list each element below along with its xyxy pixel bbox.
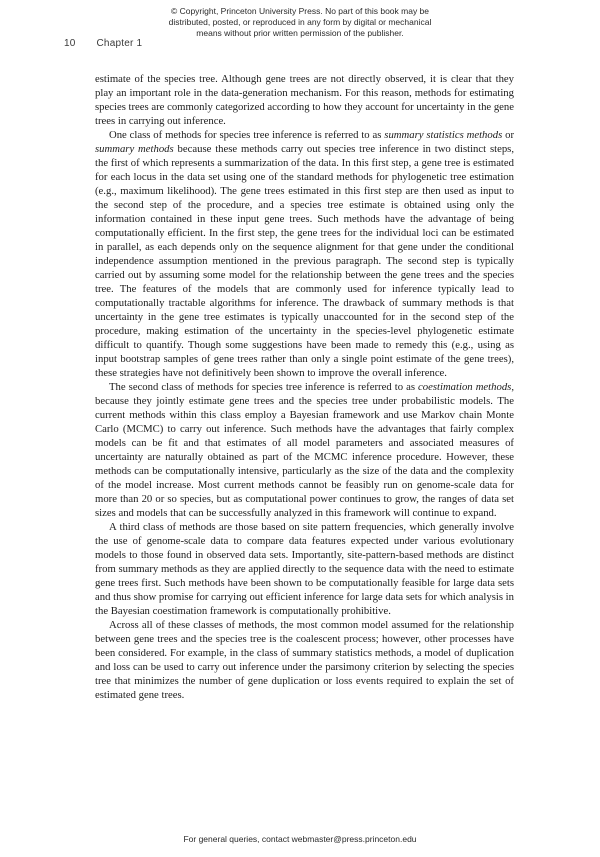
running-head: [64, 38, 142, 49]
paragraph: [95, 72, 514, 128]
paragraph: [95, 380, 514, 520]
copyright-notice: © Copyright, Princeton University Press. No part of this book may be distributed, posted, or reproduced in any form by digital or mechanical means without prior written permission of the publisher.: [168, 6, 432, 39]
text-run: The second class of methods for species tree inference is referred to as: [109, 381, 419, 393]
body-text: [95, 72, 514, 702]
footer-contact-line: For general queries, contact webmaster@press.princeton.edu: [183, 834, 417, 844]
text-run-italic: summary methods: [95, 143, 174, 155]
text-run: A third class of methods are those based on site pattern frequencies, which generally involve the use of genome-scale data to compare data features expected under various evolutionary models to those found in observed data sets. Importantly, site-pattern-based methods are distinct from summary methods as they are applied directly to the sequence data with the need to estimate gene trees first. Such methods have been shown to be computationally feasible for large data sets and thus show promise for carrying out efficient inference for large data sets for which analysis in the Bayesian coestimation framework is computationally prohibitive.: [95, 521, 514, 617]
text-run: or: [502, 129, 514, 141]
text-run: , because they jointly estimate gene trees and the species tree under probabilistic models. The current methods within this class employ a Bayesian framework and use Markov chain Monte Carlo (MCMC) to carry out inference. Such methods have the advantages that fairly complex models can be fit and that estimates of all model parameters and associated measures of uncertainty are naturally obtained as part of the MCMC inference procedure. However, these methods can be computationally intensive, particularly as the size of the data and the complexity of the model increase. Most current methods cannot be feasibly run on genome-scale data for more than 20 or so species, but as computational power continues to grow, the ranges of data set sizes and models that can be successfully analyzed in this framework will continue to expand.: [95, 381, 514, 519]
text-run-italic: summary statistics methods: [384, 129, 503, 141]
paragraph: [95, 128, 514, 380]
text-run: Across all of these classes of methods, the most common model assumed for the relationship between gene trees and the species tree is the coalescent process; however, other processes have been considered. For example, in the class of summary statistics methods, a model of duplication and loss can be used to carry out inference under the parsimony criterion by selecting the species tree that minimizes the number of gene duplication or loss events required to explain the set of estimated gene trees.: [95, 619, 514, 701]
paragraph: [95, 520, 514, 618]
text-run: estimate of the species tree. Although gene trees are not directly observed, it is clear that they play an important role in the data-generation mechanism. For this reason, methods for estimating species trees are commonly categorized according to how they account for uncertainty in the gene trees in carrying out inference.: [95, 73, 515, 127]
page-number: 10: [64, 38, 76, 49]
chapter-label: Chapter 1: [96, 38, 143, 49]
paragraph: [95, 618, 514, 702]
text-run: One class of methods for species tree inference is referred to as: [109, 129, 385, 141]
text-run: because these methods carry out species tree inference in two distinct steps, the first of which represents a summarization of the data. In this first step, a gene tree is estimated for each locus in the data set using one of the standard methods for phylogenetic tree estimation (e.g., maximum likelihood). The gene trees estimated in this first step are then used as input to the second step of the procedure, and a species tree estimate is obtained using only the information contained in these input gene trees. Such methods have the advantage of being computationally efficient. In the first step, the gene trees for the individual loci can be estimated in parallel, as each depends only on the sequence alignment for that gene under the conditional independence assumption mentioned in the previous paragraph. The second step is typically carried out by assuming some model for the relationship between the gene trees and the species tree. The features of the models that are commonly used for inference typically lead to computationally tractable algorithms for inference. The drawback of summary methods is that uncertainty in the gene tree estimates is typically unaccounted for in the second step of the procedure, making estimation of the uncertainty in the species-level phylogenetic estimate difficult to quantify. Though some suggestions have been made to remedy this (e.g., using as input bootstrap samples of gene trees rather than only a single point estimate of the gene trees), these strategies have not definitively been shown to improve the overall inference.: [95, 143, 515, 379]
text-run-italic: coestimation methods: [418, 381, 512, 393]
